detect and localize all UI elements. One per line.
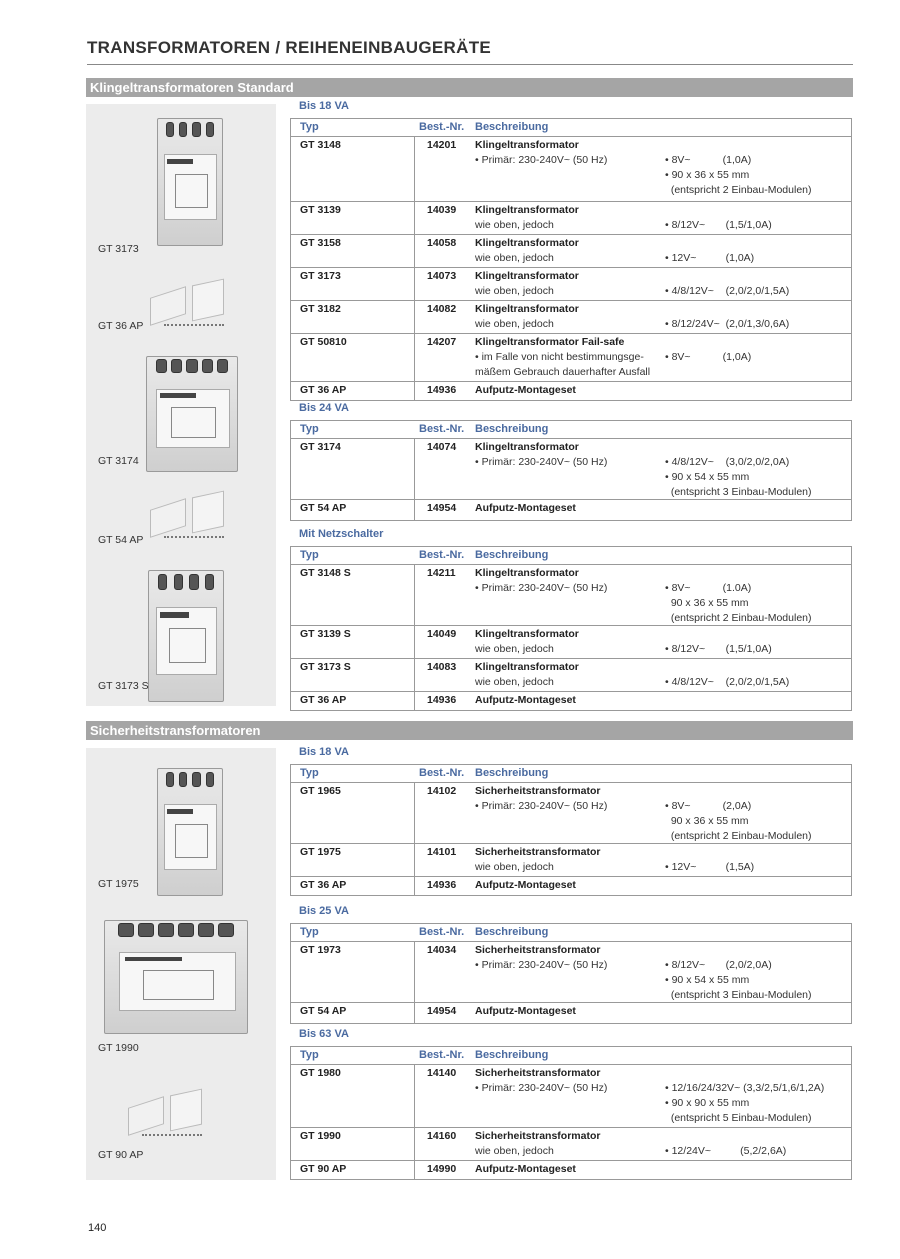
column-header-desc: Beschreibung bbox=[475, 926, 549, 938]
spec-line: (entspricht 2 Einbau-Modulen) bbox=[665, 830, 812, 842]
page-number: 140 bbox=[88, 1222, 107, 1234]
table-row bbox=[291, 1065, 851, 1128]
spec-line: • 4/8/12V~ (2,0/2,0/1,5A) bbox=[665, 285, 790, 297]
column-divider bbox=[414, 301, 415, 333]
table-row bbox=[291, 202, 851, 235]
column-divider bbox=[414, 500, 415, 520]
product-type: GT 3158 bbox=[300, 237, 341, 249]
order-number: 14074 bbox=[427, 441, 457, 453]
column-divider bbox=[414, 268, 415, 300]
description-line: • Primär: 230-240V~ (50 Hz) bbox=[475, 154, 608, 166]
order-number: 14058 bbox=[427, 237, 457, 249]
table-header bbox=[291, 119, 851, 137]
spec-line: • 90 x 90 x 55 mm bbox=[665, 1097, 750, 1109]
product-description: Sicherheitstransformator bbox=[475, 785, 601, 797]
column-divider bbox=[414, 1128, 415, 1160]
spec-line: 90 x 36 x 55 mm bbox=[665, 597, 749, 609]
product-description: Klingeltransformator bbox=[475, 270, 579, 282]
transformer-image bbox=[157, 768, 223, 896]
description-line: • im Falle von nicht bestimmungsge- bbox=[475, 351, 644, 363]
table-row bbox=[291, 877, 851, 895]
product-description: Aufputz-Montageset bbox=[475, 384, 576, 396]
table-header bbox=[291, 1047, 851, 1065]
column-divider bbox=[414, 877, 415, 895]
order-number: 14201 bbox=[427, 139, 457, 151]
product-type: GT 54 AP bbox=[300, 1005, 347, 1017]
order-number: 14034 bbox=[427, 944, 457, 956]
product-type: GT 36 AP bbox=[300, 384, 347, 396]
photo-label: GT 3174 bbox=[98, 455, 139, 467]
mounting-set-image bbox=[150, 282, 230, 334]
column-header-desc: Beschreibung bbox=[475, 1049, 549, 1061]
order-number: 14082 bbox=[427, 303, 457, 315]
table-row bbox=[291, 382, 851, 400]
section-header: Sicherheitstransformatoren bbox=[86, 721, 853, 740]
column-divider bbox=[414, 1161, 415, 1179]
table-row bbox=[291, 565, 851, 626]
product-description: Sicherheitstransformator bbox=[475, 846, 601, 858]
product-type: GT 50810 bbox=[300, 336, 347, 348]
product-type: GT 3139 S bbox=[300, 628, 351, 640]
table-row bbox=[291, 334, 851, 382]
column-divider bbox=[414, 334, 415, 381]
product-description: Klingeltransformator bbox=[475, 303, 579, 315]
title-divider bbox=[87, 64, 853, 65]
product-description: Klingeltransformator bbox=[475, 661, 579, 673]
product-description: Aufputz-Montageset bbox=[475, 694, 576, 706]
product-table bbox=[290, 764, 852, 896]
column-header-nr: Best.-Nr. bbox=[419, 767, 465, 779]
order-number: 14160 bbox=[427, 1130, 457, 1142]
product-description: Klingeltransformator bbox=[475, 628, 579, 640]
description-line: wie oben, jedoch bbox=[475, 252, 554, 264]
table-row bbox=[291, 137, 851, 202]
description-line: • Primär: 230-240V~ (50 Hz) bbox=[475, 1082, 608, 1094]
product-table bbox=[290, 420, 852, 521]
column-header-nr: Best.-Nr. bbox=[419, 121, 465, 133]
order-number: 14954 bbox=[427, 1005, 457, 1017]
description-line: wie oben, jedoch bbox=[475, 676, 554, 688]
spec-line: • 8V~ (1,0A) bbox=[665, 154, 752, 166]
product-type: GT 3139 bbox=[300, 204, 341, 216]
table-row bbox=[291, 942, 851, 1003]
product-type: GT 3173 S bbox=[300, 661, 351, 673]
spec-line: • 8V~ (2,0A) bbox=[665, 800, 752, 812]
product-description: Klingeltransformator bbox=[475, 204, 579, 216]
product-description: Klingeltransformator bbox=[475, 567, 579, 579]
column-header-nr: Best.-Nr. bbox=[419, 926, 465, 938]
column-header-desc: Beschreibung bbox=[475, 549, 549, 561]
column-header-typ: Typ bbox=[300, 423, 319, 435]
spec-line: • 12V~ (1,0A) bbox=[665, 252, 755, 264]
product-type: GT 36 AP bbox=[300, 694, 347, 706]
column-divider bbox=[414, 626, 415, 658]
product-description: Klingeltransformator bbox=[475, 441, 579, 453]
page-title: TRANSFORMATOREN / REIHENEINBAUGERÄTE bbox=[87, 38, 492, 57]
photo-label: GT 3173 bbox=[98, 243, 139, 255]
column-divider bbox=[414, 137, 415, 201]
product-description: Aufputz-Montageset bbox=[475, 879, 576, 891]
group-heading: Bis 25 VA bbox=[299, 905, 349, 917]
product-type: GT 1975 bbox=[300, 846, 341, 858]
product-description: Aufputz-Montageset bbox=[475, 502, 576, 514]
order-number: 14990 bbox=[427, 1163, 457, 1175]
column-header-typ: Typ bbox=[300, 926, 319, 938]
product-type: GT 3182 bbox=[300, 303, 341, 315]
column-header-nr: Best.-Nr. bbox=[419, 549, 465, 561]
group-heading: Bis 63 VA bbox=[299, 1028, 349, 1040]
order-number: 14140 bbox=[427, 1067, 457, 1079]
order-number: 14039 bbox=[427, 204, 457, 216]
spec-line: • 8/12V~ (1,5/1,0A) bbox=[665, 643, 772, 655]
table-row bbox=[291, 1161, 851, 1179]
product-type: GT 36 AP bbox=[300, 879, 347, 891]
order-number: 14936 bbox=[427, 879, 457, 891]
spec-line: • 8/12V~ (1,5/1,0A) bbox=[665, 219, 772, 231]
table-row bbox=[291, 692, 851, 710]
product-type: GT 3148 bbox=[300, 139, 341, 151]
table-row bbox=[291, 844, 851, 877]
order-number: 14936 bbox=[427, 694, 457, 706]
spec-line: (entspricht 2 Einbau-Modulen) bbox=[665, 184, 812, 196]
photo-label: GT 36 AP bbox=[98, 320, 144, 332]
description-line: wie oben, jedoch bbox=[475, 643, 554, 655]
table-header bbox=[291, 547, 851, 565]
column-header-typ: Typ bbox=[300, 121, 319, 133]
order-number: 14207 bbox=[427, 336, 457, 348]
spec-line: (entspricht 5 Einbau-Modulen) bbox=[665, 1112, 812, 1124]
table-row bbox=[291, 1003, 851, 1023]
spec-line: 90 x 36 x 55 mm bbox=[665, 815, 749, 827]
group-heading: Bis 18 VA bbox=[299, 746, 349, 758]
table-row bbox=[291, 1128, 851, 1161]
product-type: GT 3173 bbox=[300, 270, 341, 282]
photo-label: GT 54 AP bbox=[98, 534, 144, 546]
spec-line: (entspricht 3 Einbau-Modulen) bbox=[665, 989, 812, 1001]
transformer-image bbox=[104, 920, 248, 1034]
column-header-typ: Typ bbox=[300, 1049, 319, 1061]
product-description: Klingeltransformator Fail-safe bbox=[475, 336, 625, 348]
table-header bbox=[291, 924, 851, 942]
column-header-typ: Typ bbox=[300, 549, 319, 561]
transformer-image bbox=[146, 356, 238, 472]
spec-line: • 8/12/24V~ (2,0/1,3/0,6A) bbox=[665, 318, 790, 330]
spec-line: • 90 x 36 x 55 mm bbox=[665, 169, 750, 181]
table-header bbox=[291, 765, 851, 783]
product-table bbox=[290, 546, 852, 711]
column-divider bbox=[414, 565, 415, 625]
order-number: 14083 bbox=[427, 661, 457, 673]
description-line: • Primär: 230-240V~ (50 Hz) bbox=[475, 456, 608, 468]
column-header-desc: Beschreibung bbox=[475, 767, 549, 779]
product-description: Sicherheitstransformator bbox=[475, 944, 601, 956]
table-row bbox=[291, 659, 851, 692]
order-number: 14211 bbox=[427, 567, 456, 579]
description-line: • Primär: 230-240V~ (50 Hz) bbox=[475, 582, 608, 594]
spec-line: (entspricht 2 Einbau-Modulen) bbox=[665, 612, 812, 624]
spec-line: • 8V~ (1.0A) bbox=[665, 582, 752, 594]
column-header-desc: Beschreibung bbox=[475, 423, 549, 435]
photo-label: GT 1990 bbox=[98, 1042, 139, 1054]
product-type: GT 1973 bbox=[300, 944, 341, 956]
spec-line: • 4/8/12V~ (2,0/2,0/1,5A) bbox=[665, 676, 790, 688]
description-line: wie oben, jedoch bbox=[475, 318, 554, 330]
transformer-image bbox=[148, 570, 224, 702]
product-table bbox=[290, 923, 852, 1024]
description-line: wie oben, jedoch bbox=[475, 219, 554, 231]
column-divider bbox=[414, 659, 415, 691]
product-table bbox=[290, 1046, 852, 1180]
product-type: GT 54 AP bbox=[300, 502, 347, 514]
order-number: 14073 bbox=[427, 270, 457, 282]
group-heading: Mit Netzschalter bbox=[299, 528, 384, 540]
table-row bbox=[291, 500, 851, 520]
description-line: • Primär: 230-240V~ (50 Hz) bbox=[475, 959, 608, 971]
spec-line: • 8V~ (1,0A) bbox=[665, 351, 752, 363]
table-row bbox=[291, 301, 851, 334]
table-row bbox=[291, 439, 851, 500]
section-header: Klingeltransformatoren Standard bbox=[86, 78, 853, 97]
spec-line: • 90 x 54 x 55 mm bbox=[665, 471, 750, 483]
column-divider bbox=[414, 942, 415, 1002]
column-header-nr: Best.-Nr. bbox=[419, 423, 465, 435]
group-heading: Bis 24 VA bbox=[299, 402, 349, 414]
product-description: Klingeltransformator bbox=[475, 237, 579, 249]
spec-line: • 8/12V~ (2,0/2,0A) bbox=[665, 959, 772, 971]
order-number: 14102 bbox=[427, 785, 457, 797]
description-line: wie oben, jedoch bbox=[475, 861, 554, 873]
description-line: • Primär: 230-240V~ (50 Hz) bbox=[475, 800, 608, 812]
photo-label: GT 1975 bbox=[98, 878, 139, 890]
table-row bbox=[291, 268, 851, 301]
description-line: wie oben, jedoch bbox=[475, 1145, 554, 1157]
table-row bbox=[291, 783, 851, 844]
spec-line: • 4/8/12V~ (3,0/2,0/2,0A) bbox=[665, 456, 790, 468]
product-description: Aufputz-Montageset bbox=[475, 1163, 576, 1175]
product-description: Sicherheitstransformator bbox=[475, 1067, 601, 1079]
photo-label: GT 90 AP bbox=[98, 1149, 144, 1161]
mounting-set-image bbox=[150, 494, 230, 548]
table-header bbox=[291, 421, 851, 439]
table-row bbox=[291, 235, 851, 268]
product-type: GT 3148 S bbox=[300, 567, 351, 579]
mounting-set-image bbox=[128, 1092, 208, 1144]
product-type: GT 1965 bbox=[300, 785, 341, 797]
column-divider bbox=[414, 235, 415, 267]
product-description: Klingeltransformator bbox=[475, 139, 579, 151]
product-type: GT 1990 bbox=[300, 1130, 341, 1142]
column-header-desc: Beschreibung bbox=[475, 121, 549, 133]
spec-line: • 12V~ (1,5A) bbox=[665, 861, 755, 873]
column-divider bbox=[414, 692, 415, 710]
order-number: 14936 bbox=[427, 384, 457, 396]
product-type: GT 90 AP bbox=[300, 1163, 347, 1175]
column-divider bbox=[414, 202, 415, 234]
table-row bbox=[291, 626, 851, 659]
photo-label: GT 3173 S bbox=[98, 680, 149, 692]
column-divider bbox=[414, 1003, 415, 1023]
column-divider bbox=[414, 439, 415, 499]
product-description: Sicherheitstransformator bbox=[475, 1130, 601, 1142]
spec-line: • 90 x 54 x 55 mm bbox=[665, 974, 750, 986]
order-number: 14954 bbox=[427, 502, 457, 514]
product-description: Aufputz-Montageset bbox=[475, 1005, 576, 1017]
column-divider bbox=[414, 783, 415, 843]
column-divider bbox=[414, 844, 415, 876]
group-heading: Bis 18 VA bbox=[299, 100, 349, 112]
description-line: mäßem Gebrauch dauerhafter Ausfall bbox=[475, 366, 651, 378]
order-number: 14049 bbox=[427, 628, 457, 640]
column-divider bbox=[414, 382, 415, 400]
spec-line: • 12/16/24/32V~ (3,3/2,5/1,6/1,2A) bbox=[665, 1082, 825, 1094]
product-table bbox=[290, 118, 852, 401]
description-line: wie oben, jedoch bbox=[475, 285, 554, 297]
product-type: GT 1980 bbox=[300, 1067, 341, 1079]
order-number: 14101 bbox=[427, 846, 457, 858]
column-divider bbox=[414, 1065, 415, 1127]
column-header-typ: Typ bbox=[300, 767, 319, 779]
product-type: GT 3174 bbox=[300, 441, 341, 453]
column-header-nr: Best.-Nr. bbox=[419, 1049, 465, 1061]
spec-line: (entspricht 3 Einbau-Modulen) bbox=[665, 486, 812, 498]
spec-line: • 12/24V~ (5,2/2,6A) bbox=[665, 1145, 787, 1157]
transformer-image bbox=[157, 118, 223, 246]
